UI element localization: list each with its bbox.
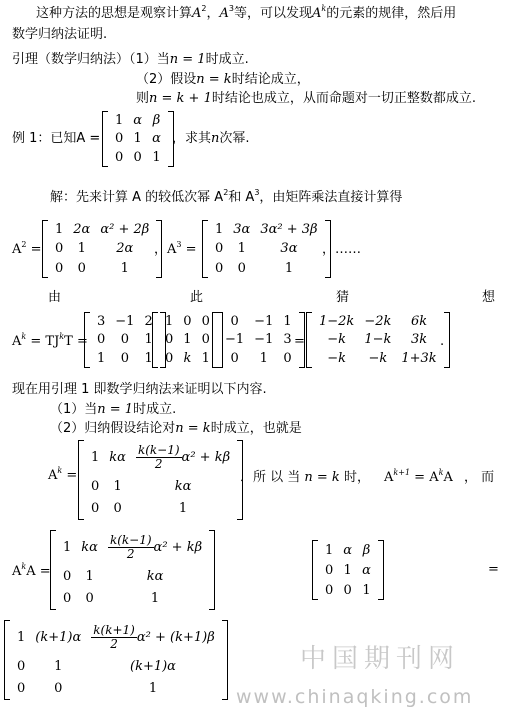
then-line — [136, 91, 476, 107]
matrix-Tinv: 0 −1 1 −1 −1 3 0 1 0 — [212, 312, 305, 368]
matrix-A: 1 α β 0 1 α 0 0 1 — [102, 111, 174, 167]
matrix-Ak-result: 1−2k −2k 6k −k 1−k 3k −k −k 1+3k — [306, 312, 450, 368]
Ak1-eq: $A^{k+1} = A^kA$ — [384, 468, 453, 485]
example-1-label: 例 1：已知A = — [12, 131, 101, 146]
watermark-cn: 中国期刊网 — [300, 644, 461, 674]
matrix-Jk: 1 0 0 0 1 0 0 k 1 — [152, 312, 223, 368]
matrix-A-2: 1 α β 0 1 α 0 0 1 — [312, 540, 384, 600]
assume-line — [136, 72, 310, 88]
assume-tail: 时结论成立， — [231, 72, 310, 87]
text-line-1: 这种方法的思想是观察计算$A^2$，$A^3$等，可以发现$A^k$的元素的规律，然后用 — [36, 4, 457, 21]
equals-1: = — [294, 334, 305, 349]
step-2: （2）归纳假设结论对n = k时成立，也就是 — [50, 421, 302, 436]
text-line-2: 数学归纳法证明. — [12, 27, 108, 42]
proof-intro: 现在用引理 1 即数学归纳法来证明以下内容. — [12, 382, 267, 397]
guess-2: 此 — [190, 290, 204, 305]
watermark-url: www.chinaqking.com — [236, 686, 474, 708]
so-when: ．所 以 当 n = k 时， — [240, 470, 370, 485]
matrix-Ak: 1 kα $\frac{k(k-1)}{2}$ α² + kβ 0 1 kα 0 0 1 — [78, 440, 243, 520]
equals-2: = — [488, 562, 499, 577]
AkA-label: $A^kA$ = — [12, 562, 51, 579]
assume-text: （2）假设 — [136, 72, 197, 87]
then-tail: 时结论也成立，从而命题对一切正整数都成立. — [211, 91, 476, 106]
solution-and: 和 A — [228, 190, 255, 205]
p1c: 的元素的规律，然后用 — [326, 6, 457, 21]
assume-nk: n = k — [196, 72, 232, 87]
p1a: 这种方法的思想是观察计算 — [36, 6, 193, 21]
lemma-line — [12, 52, 249, 68]
Ak-label-2: $A^k$ = — [48, 466, 78, 483]
guess-4: 想 — [482, 290, 496, 305]
period: . — [440, 334, 445, 349]
then-nk1: n = k + 1 — [149, 91, 212, 106]
solution-text: 解：先来计算 A 的较低次幂 A — [50, 190, 224, 205]
matrix-T: 3 −1 2 0 0 1 1 0 1 — [84, 312, 166, 368]
matrix-Ak1: 1 (k+1)α $\frac{k(k+1)}{2}$ α² + (k+1)β 0 1 (k+1)α 0 0 1 — [4, 620, 228, 700]
matrix-Ak-2: 1 kα $\frac{k(k-1)}{2}$ α² + kβ 0 1 kα 0 0 1 — [50, 530, 215, 610]
solution-tail: ，由矩阵乘法直接计算得 — [259, 190, 403, 205]
p1b: 等，可以发现 — [234, 6, 313, 21]
solution-line: 解：先来计算 A 的较低次幂 $A^2$和 $A^3$，由矩阵乘法直接计算得 — [50, 188, 403, 205]
lemma-n1: n = 1 — [169, 52, 206, 67]
step-1: （1）当n = 1时成立. — [50, 402, 177, 417]
matrix-A3: 1 3α 3α² + 3β 0 1 3α 0 0 1 — [202, 220, 331, 278]
Ak-label: $A^k = TJ^kT$ = — [12, 332, 88, 349]
dots: ，…… — [322, 242, 362, 257]
guess-1: 由 — [48, 290, 62, 305]
A2-label: $A^2$ = — [12, 240, 42, 257]
lemma-text: 引理（数学归纳法）（1）当 — [12, 52, 170, 67]
er-text: ， 而 — [464, 470, 495, 485]
guess-3: 猜 — [336, 290, 350, 305]
A3-label: ，$A^3$ = — [154, 240, 197, 257]
matrix-A2: 1 2α α² + 2β 0 1 2α 0 0 1 — [42, 220, 162, 278]
then-text: 则 — [136, 91, 150, 106]
example-1-tail: ，求其n次幂. — [172, 131, 250, 146]
lemma-tail: 时成立. — [205, 52, 249, 67]
